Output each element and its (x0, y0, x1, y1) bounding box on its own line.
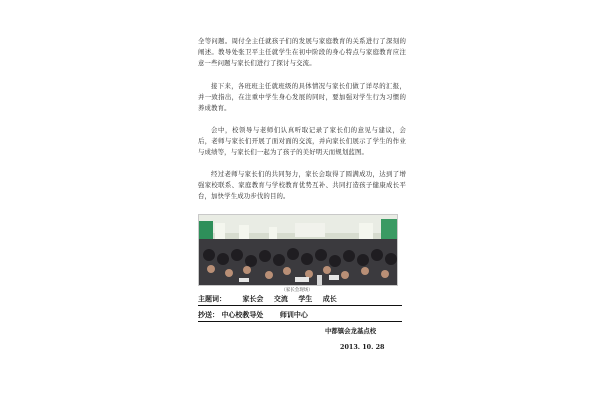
subject-term: 成长 (322, 295, 337, 303)
meeting-photo (198, 214, 398, 286)
subject-term: 交流 (273, 295, 288, 303)
paragraph-3: 会中，校领导与老师们认真听取记录了家长们的意见与建议，会后，老师与家长们开展了面对面的交流，并向家长们展示了学生的作业与成绩等，与家长们一起为了孩子的美好明天而规划蓝图。 (198, 126, 406, 157)
subject-label: 主题词： (198, 295, 226, 303)
copy-to-recipient: 中心校教导处 (221, 311, 264, 319)
paragraph-2: 接下来，各班班主任就班级的具体情况与家长们做了详尽的汇报，并一致指出，在注重中学生身心发展的同时，要加强对学生行为习惯的养成教育。 (198, 82, 406, 113)
subject-line (198, 294, 402, 306)
paragraph-1: 全等问题。周付全主任就孩子们的发展与家庭教育的关系进行了深刻的阐述。教导处张卫平主任就学生在初中阶段的身心特点与家庭教育应注意一些问题与家长们进行了探讨与交流。 (198, 37, 406, 68)
school-name: 中都镇会龙基点校 (325, 327, 377, 335)
copy-to-recipient: 师训中心 (279, 311, 308, 319)
subject-term: 学生 (298, 295, 313, 303)
issue-date: 2013. 10. 28 (340, 343, 385, 351)
paragraph-4: 经过老师与家长们的共同努力，家长会取得了圆满成功，达到了增强家校联系、家庭教育与学校教育优势互补、共同打造孩子健康成长平台，加快学生成功步伐的目的。 (198, 170, 406, 201)
subject-term: 家长会 (242, 295, 264, 303)
photo-caption: （家长会现场） (281, 288, 313, 293)
copy-to-label: 抄送： (198, 311, 219, 319)
copy-to-line (198, 310, 402, 322)
